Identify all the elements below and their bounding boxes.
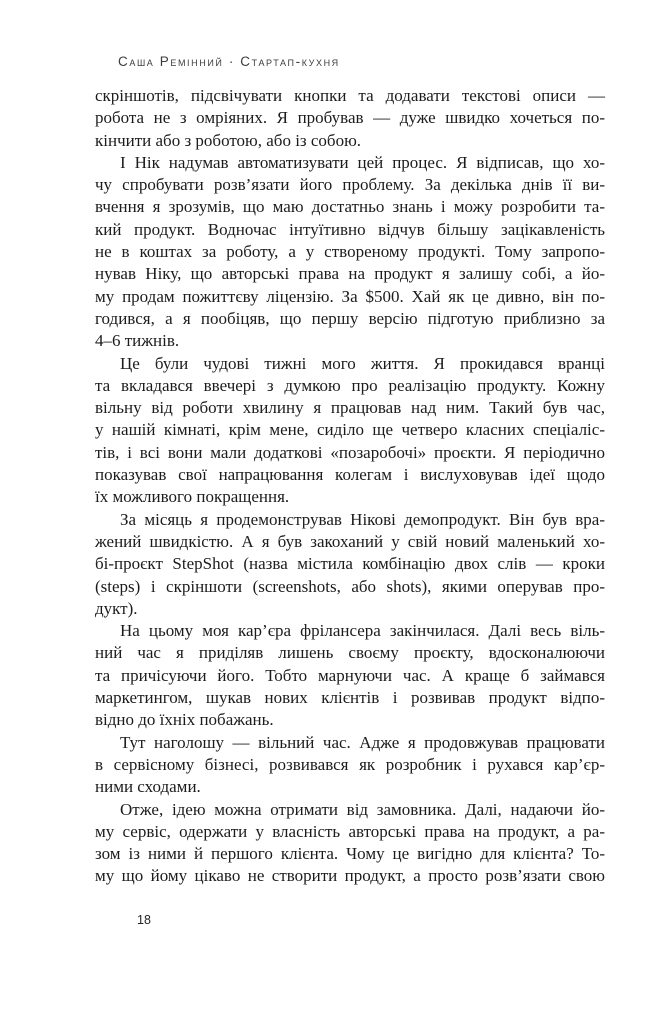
text-line: чу спробувати розв’язати його проблему. За декілька днів її ви- — [95, 175, 605, 195]
text-line: 4–6 тижнів. — [95, 331, 180, 351]
text-line: За місяць я продемонстрував Нікові демопродукт. Він був вра- — [120, 509, 605, 529]
text-line: кінчити або з роботою, або із собою. — [95, 130, 362, 150]
text-line: у нашій кімнаті, крім мене, сиділо ще четверо класних спеціаліс- — [95, 420, 605, 440]
text-line: Отже, ідею можна отримати від замовника. Далі, надаючи йо- — [120, 799, 605, 819]
text-line: та причісуючи його. Тобто марнуючи час. А краще б займався — [95, 665, 605, 685]
text-line: На цьому моя кар’єра фрілансера закінчилася. Далі весь віль- — [120, 621, 605, 641]
text-line: (steps) і скріншоти (screenshots, або shots), якими оперував про- — [95, 576, 605, 596]
text-line: І Нік надумав автоматизувати цей процес. Я відписав, що хо- — [120, 152, 605, 172]
text-line: му сервіс, одержати у власність авторські права на продукт, а ра- — [95, 821, 605, 841]
text-line: кий продукт. Водночас інтуїтивно відчув більшу зацікавленість — [95, 219, 605, 239]
paragraph — [95, 353, 605, 509]
text-line: ний час я приділяв лишень своєму проєкту, вдосконалюючи — [95, 643, 605, 663]
text-line: не в коштах за роботу, а у створеному продукті. Тому запропо- — [95, 242, 605, 262]
text-line: Тут наголошу — вільний час. Адже я продовжував працювати — [120, 732, 605, 752]
text-line: годився, а я пообіцяв, що першу версію підготую приблизно за — [95, 308, 605, 328]
paragraph — [95, 152, 605, 353]
text-line: дукт). — [95, 598, 138, 618]
paragraph — [95, 732, 605, 799]
text-line: зом із ними й першого клієнта. Чому це вигідно для клієнта? То- — [95, 844, 605, 864]
paragraph — [95, 85, 605, 152]
text-line: робота не з омріяних. Я пробував — дуже швидко хочеться по- — [95, 108, 605, 128]
text-line: та вкладався ввечері з думкою про реалізацію продукту. Кожну — [95, 375, 605, 395]
page-number: 18 — [137, 913, 151, 927]
paragraph — [95, 620, 605, 731]
text-line: му що йому цікаво не створити продукт, а просто розв’язати свою — [95, 866, 605, 886]
text-line: вчення я зрозумів, що маю достатньо знань і можу розробити та- — [95, 197, 605, 217]
text-line: в сервісному бізнесі, розвивався як розробник і рухався кар’єр- — [95, 754, 605, 774]
text-line: скріншотів, підсвічувати кнопки та додавати текстові описи — — [95, 86, 605, 105]
paragraph — [95, 799, 605, 888]
text-line: показував свої напрацювання колегам і вислуховував ідеї щодо — [95, 465, 605, 485]
text-line: вільну від роботи хвилину я працював над ним. Такий був час, — [95, 398, 605, 418]
body-text — [95, 85, 605, 888]
text-line: відно до їхніх побажань. — [95, 710, 274, 730]
text-line: жений швидкістю. А я був закоханий у свій новий маленький хо- — [95, 531, 605, 551]
text-line: бі-проєкт StepShot (назва містила комбінацію двох слів — кроки — [95, 554, 605, 574]
text-line: їх можливого покращення. — [95, 487, 290, 507]
paragraph — [95, 509, 605, 620]
text-line: тів, і всі вони мали додаткові «позаробочі» проєкти. Я періодично — [95, 442, 605, 462]
text-line: маркетингом, шукав нових клієнтів і розвивав продукт відпо- — [95, 688, 605, 708]
running-header: Саша Ремінний · Стартап-кухня — [118, 54, 340, 69]
text-line: ними сходами. — [95, 777, 201, 797]
text-line: нував Ніку, що авторські права на продукт я залишу собі, а йо- — [95, 264, 605, 284]
text-line: Це були чудові тижні мого життя. Я прокидався вранці — [120, 353, 605, 373]
text-line: му продам пожиттєву ліцензію. За $500. Хай як це дивно, він по- — [95, 286, 605, 306]
